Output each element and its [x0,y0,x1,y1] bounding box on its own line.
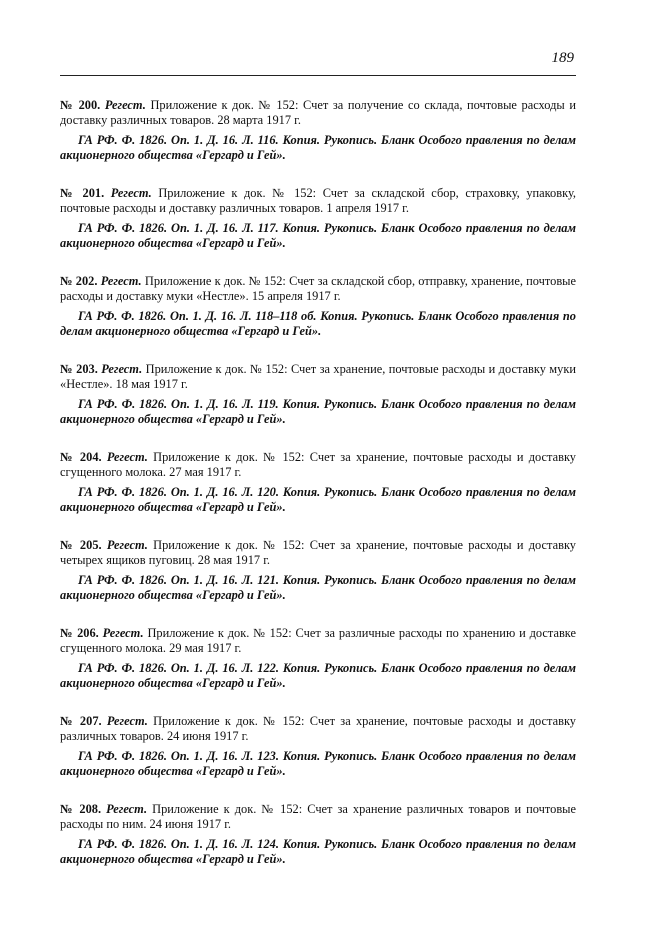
document-entries [60,98,576,890]
regest-text: Приложение к док. № 152: Счет за складской сбор, страховку, упаковку, почтовые расходы и доставку различных товаров. 1 апреля 1917 г. [60,186,576,215]
entry-number: № 204. [60,450,102,464]
document-entry [60,626,576,714]
entry-number: № 200. [60,98,101,112]
regest-paragraph [60,626,576,655]
document-entry [60,802,576,890]
entry-number: № 202. [60,274,98,288]
entry-number: № 205. [60,538,102,552]
entry-number: № 206. [60,626,99,640]
regest-label: Регест. [106,538,148,552]
document-entry [60,538,576,626]
regest-paragraph [60,802,576,831]
entry-number: № 203. [60,362,98,376]
regest-text: Приложение к док. № 152: Счет за различные расходы по хранению и доставке сгущенного молока. 29 мая 1917 г. [60,626,576,655]
header-rule [60,75,576,76]
regest-text: Приложение к док. № 152: Счет за получение со склада, почтовые расходы и доставку различных товаров. 28 марта 1917 г. [60,98,576,127]
archive-reference: ГА РФ. Ф. 1826. Оп. 1. Д. 16. Л. 124. Копия. Рукопись. Бланк Особого правления по делам акционерного общества «Гергард и Гей». [60,837,576,866]
document-entry [60,362,576,450]
archive-reference: ГА РФ. Ф. 1826. Оп. 1. Д. 16. Л. 118–118 об. Копия. Рукопись. Бланк Особого правления по делам акционерного общества «Гергард и Гей». [60,309,576,338]
regest-label: Регест. [104,98,146,112]
regest-paragraph [60,714,576,743]
regest-paragraph [60,186,576,215]
archive-reference: ГА РФ. Ф. 1826. Оп. 1. Д. 16. Л. 120. Копия. Рукопись. Бланк Особого правления по делам акционерного общества «Гергард и Гей». [60,485,576,514]
regest-label: Регест. [100,274,142,288]
regest-text: Приложение к док. № 152: Счет за хранение, почтовые расходы и доставку четырех ящиков пуговиц. 28 мая 1917 г. [60,538,576,567]
regest-text: Приложение к док. № 152: Счет за складской сбор, отправку, хранение, почтовые расходы и доставку муки «Нестле». 15 апреля 1917 г. [60,274,576,303]
regest-text: Приложение к док. № 152: Счет за хранение, почтовые расходы и доставку сгущенного молока. 27 мая 1917 г. [60,450,576,479]
regest-paragraph [60,362,576,391]
regest-paragraph [60,98,576,127]
regest-label: Регест. [110,186,152,200]
archive-reference: ГА РФ. Ф. 1826. Оп. 1. Д. 16. Л. 116. Копия. Рукопись. Бланк Особого правления по делам акционерного общества «Гергард и Гей». [60,133,576,162]
archive-reference: ГА РФ. Ф. 1826. Оп. 1. Д. 16. Л. 121. Копия. Рукопись. Бланк Особого правления по делам акционерного общества «Гергард и Гей». [60,573,576,602]
regest-paragraph [60,538,576,567]
page-number: 189 [551,50,574,66]
document-entry [60,98,576,186]
regest-paragraph [60,450,576,479]
regest-text: Приложение к док. № 152: Счет за хранение различных товаров и почтовые расходы по ним. 24 июня 1917 г. [60,802,577,831]
entry-number: № 208. [60,802,102,816]
entry-number: № 207. [60,714,102,728]
document-entry [60,714,576,802]
regest-label: Регест. [106,450,148,464]
archive-reference: ГА РФ. Ф. 1826. Оп. 1. Д. 16. Л. 123. Копия. Рукопись. Бланк Особого правления по делам акционерного общества «Гергард и Гей». [60,749,576,778]
regest-text: Приложение к док. № 152: Счет за хранение, почтовые расходы и доставку муки «Нестле». 18 мая 1917 г. [60,362,576,391]
document-entry [60,274,576,362]
archive-reference: ГА РФ. Ф. 1826. Оп. 1. Д. 16. Л. 119. Копия. Рукопись. Бланк Особого правления по делам акционерного общества «Гергард и Гей». [60,397,576,426]
archive-reference: ГА РФ. Ф. 1826. Оп. 1. Д. 16. Л. 117. Копия. Рукопись. Бланк Особого правления по делам акционерного общества «Гергард и Гей». [60,221,576,250]
regest-paragraph [60,274,576,303]
regest-text: Приложение к док. № 152: Счет за хранение, почтовые расходы и доставку различных товаров. 24 июня 1917 г. [60,714,576,743]
document-entry [60,186,576,274]
regest-label: Регест. [106,802,148,816]
regest-label: Регест. [101,362,143,376]
document-entry [60,450,576,538]
regest-label: Регест. [102,626,144,640]
archive-reference: ГА РФ. Ф. 1826. Оп. 1. Д. 16. Л. 122. Копия. Рукопись. Бланк Особого правления по делам акционерного общества «Гергард и Гей». [60,661,576,690]
regest-label: Регест. [106,714,148,728]
entry-number: № 201. [60,186,105,200]
